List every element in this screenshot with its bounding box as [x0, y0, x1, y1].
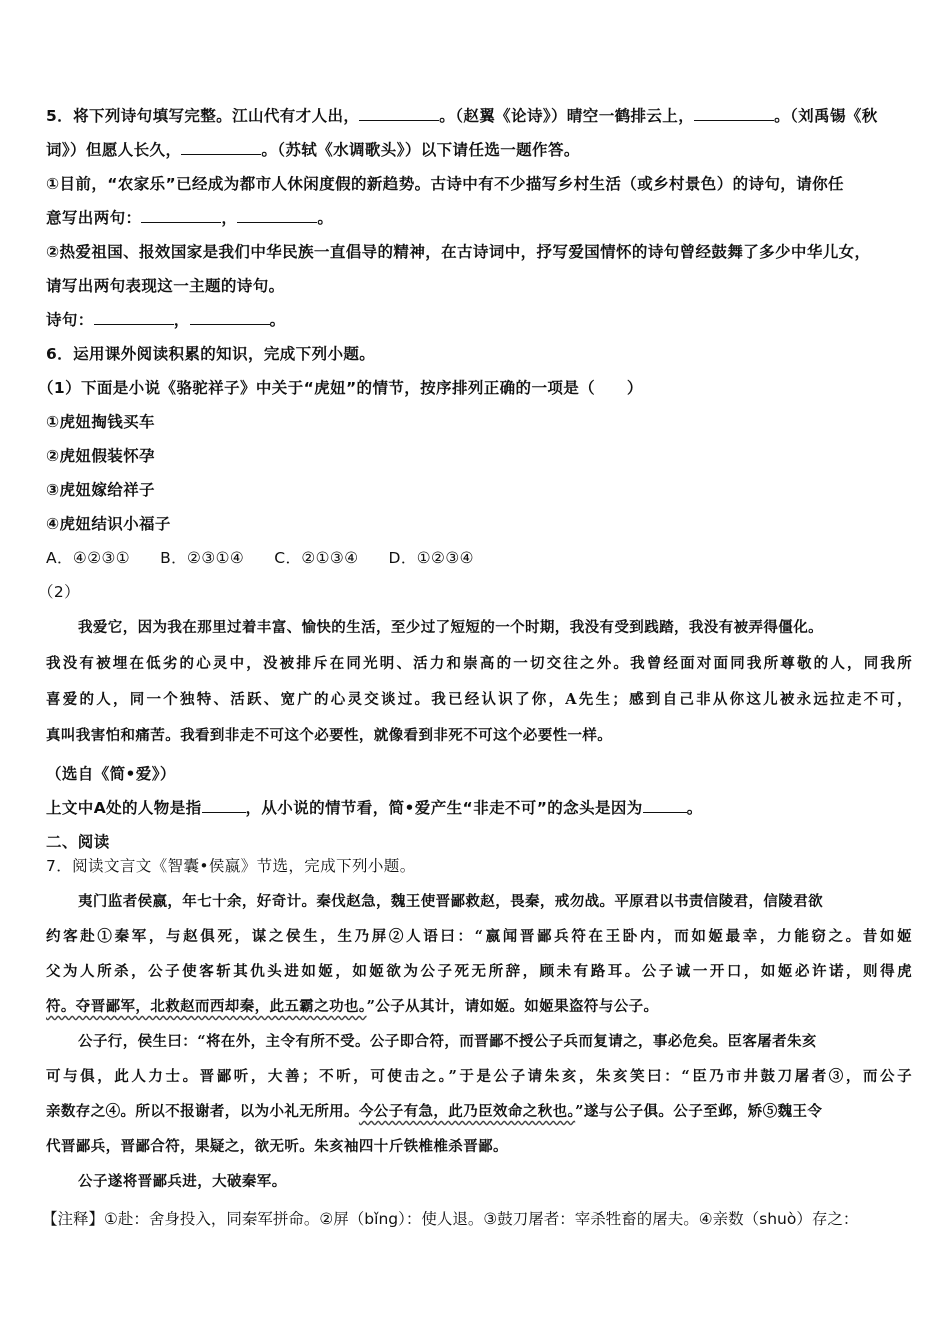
q6-title: 6．运用课外阅读积累的知识，完成下列小题。	[46, 345, 376, 363]
answer-blank[interactable]	[643, 798, 687, 813]
answer-blank[interactable]	[202, 798, 246, 813]
q5-line-2	[46, 138, 580, 160]
wavy-underlined-sentence: 符。夺晋鄙军，北救赵而西却秦，此五霸之功也。	[46, 998, 367, 1015]
q5-line-5: ②热爱祖国、报效国家是我们中华民族一直倡导的精神，在古诗词中，抒写爱国情怀的诗句曾经鼓舞了多少中华儿女，	[46, 243, 871, 261]
option-a[interactable]: A．④②③①	[46, 549, 131, 567]
jane-eyre-passage-line: 真叫我害怕和痛苦。我看到非走不可这个必要性，就像看到非死不可这个必要性一样。	[46, 727, 613, 744]
jane-eyre-passage-line: 喜爱的人，同一个独特、活跃、宽广的心灵交谈过。我已经认识了你，A先生；感到自己非从你这儿被永远拉走不可，	[46, 691, 912, 708]
q5-line-4	[46, 206, 333, 228]
classical-text: ”公子从其计，请如姬。如姬果盗符与公子。	[366, 998, 659, 1015]
q5-text: 。（赵翼《论诗》）晴空一鹤排云上，	[439, 107, 695, 125]
option-d[interactable]: D．①②③④	[388, 549, 474, 567]
q5-text: 意写出两句：	[46, 209, 142, 227]
q5-text: 。（苏轼《水调歌头》）以下请任选一题作答。	[261, 141, 580, 159]
q5-text: 诗句：	[46, 311, 94, 329]
q6-item-1: ①虎妞掏钱买车	[46, 413, 155, 431]
answer-blank[interactable]	[94, 310, 174, 325]
classical-text-line: 约客赴①秦军，与赵俱死，谋之侯生，生乃屏②人语曰：“嬴闻晋鄙兵符在王卧内，而如姬最幸，力能窃之。昔如姬	[46, 928, 912, 945]
classical-text-line	[46, 995, 658, 1016]
q6-text: 上文中A处的人物是指	[46, 799, 202, 817]
answer-blank[interactable]	[181, 140, 261, 155]
answer-blank[interactable]	[694, 106, 774, 121]
jane-eyre-passage-line: 我没有被埋在低劣的心灵中，没被排斥在同光明、活力和崇高的一切交往之外。我曾经面对面同我所尊敬的人，同我所	[46, 655, 912, 672]
q5-text: 词》）但愿人长久，	[46, 141, 182, 159]
q5-text: ，	[173, 311, 190, 329]
q5-line-1	[46, 104, 878, 126]
q6-options	[46, 546, 504, 568]
q5-line-6: 请写出两句表现这一主题的诗句。	[46, 277, 285, 295]
answer-blank[interactable]	[190, 310, 270, 325]
classical-text-line: 父为人所杀，公子使客斩其仇头进如姬，如姬欲为公子死无所辞，顾未有路耳。公子诚一开口，如姬必许诺，则得虎	[46, 963, 912, 980]
classical-text-line: 公子行，侯生曰：“将在外，主令有所不受。公子即合符，而晋鄙不授公子兵而复请之，事必危矣。臣客屠者朱亥	[78, 1033, 817, 1050]
q5-text: 5．将下列诗句填写完整。江山代有才人出，	[46, 107, 360, 125]
jane-eyre-passage-line: 我爱它，因为我在那里过着丰富、愉快的生活，至少过了短短的一个时期，我没有受到践踏，我没有被弄得僵化。	[78, 619, 823, 636]
q6-item-2: ②虎妞假装怀孕	[46, 447, 155, 465]
wavy-underlined-sentence: 今公子有急，此乃臣效命之秋也。	[358, 1103, 576, 1120]
classical-text-line: 可与俱，此人力士。晋鄙听，大善；不听，可使击之。”于是公子请朱亥，朱亥笑曰：“臣乃市井鼓刀屠者③，而公子	[46, 1068, 912, 1085]
q6-text: ，从小说的情节看，简•爱产生“非走不可”的念头是因为	[245, 799, 643, 817]
q5-text: ，	[221, 209, 238, 227]
classical-text-line: 代晋鄙兵，晋鄙合符，果疑之，欲无听。朱亥袖四十斤铁椎椎杀晋鄙。	[46, 1138, 508, 1155]
classical-text-line	[46, 1100, 822, 1121]
answer-blank[interactable]	[237, 208, 317, 223]
q6-text: 。	[686, 799, 703, 817]
q6-item-4: ④虎妞结识小福子	[46, 515, 171, 533]
q6-item-3: ③虎妞嫁给祥子	[46, 481, 155, 499]
q6-question	[46, 796, 703, 818]
q5-text: 。	[317, 209, 334, 227]
annotations: 【注释】①赴：舍身投入，同秦军拼命。②屏（bǐng）：使人退。③鼓刀屠者：宰杀牲畜的屠夫。④亲数（shuò）存之：	[42, 1210, 859, 1228]
classical-text-line: 夷门监者侯嬴，年七十余，好奇计。秦伐赵急，魏王使晋鄙救赵，畏秦，戒勿战。平原君以书责信陵君，信陵君欲	[78, 893, 823, 910]
q6-sub2: （2）	[38, 583, 81, 601]
section-2-title: 二、阅读	[46, 833, 110, 851]
q5-text: 。	[269, 311, 286, 329]
q5-text: 。（刘禹锡《秋	[774, 107, 878, 125]
option-b[interactable]: B．②③①④	[160, 549, 245, 567]
q7-title: 7．阅读文言文《智囊•侯嬴》节选，完成下列小题。	[46, 857, 416, 875]
passage-source: （选自《简•爱》）	[46, 765, 176, 783]
q6-sub1: （1）下面是小说《骆驼祥子》中关于“虎妞”的情节，按序排列正确的一项是（ ）	[38, 379, 643, 397]
classical-text-line: 公子遂将晋鄙兵进，大破秦军。	[78, 1173, 287, 1190]
classical-text: ”遂与公子俱。公子至邺，矫⑤魏王令	[575, 1103, 823, 1120]
option-c[interactable]: C．②①③④	[274, 549, 359, 567]
classical-text: 亲数存之④。所以不报谢者，以为小礼无所用。	[46, 1103, 359, 1120]
q5-line-7	[46, 308, 286, 330]
answer-blank[interactable]	[359, 106, 439, 121]
q5-line-3: ①目前，“农家乐”已经成为都市人休闲度假的新趋势。古诗中有不少描写乡村生活（或乡村景色）的诗句，请你任	[46, 175, 844, 193]
answer-blank[interactable]	[141, 208, 221, 223]
